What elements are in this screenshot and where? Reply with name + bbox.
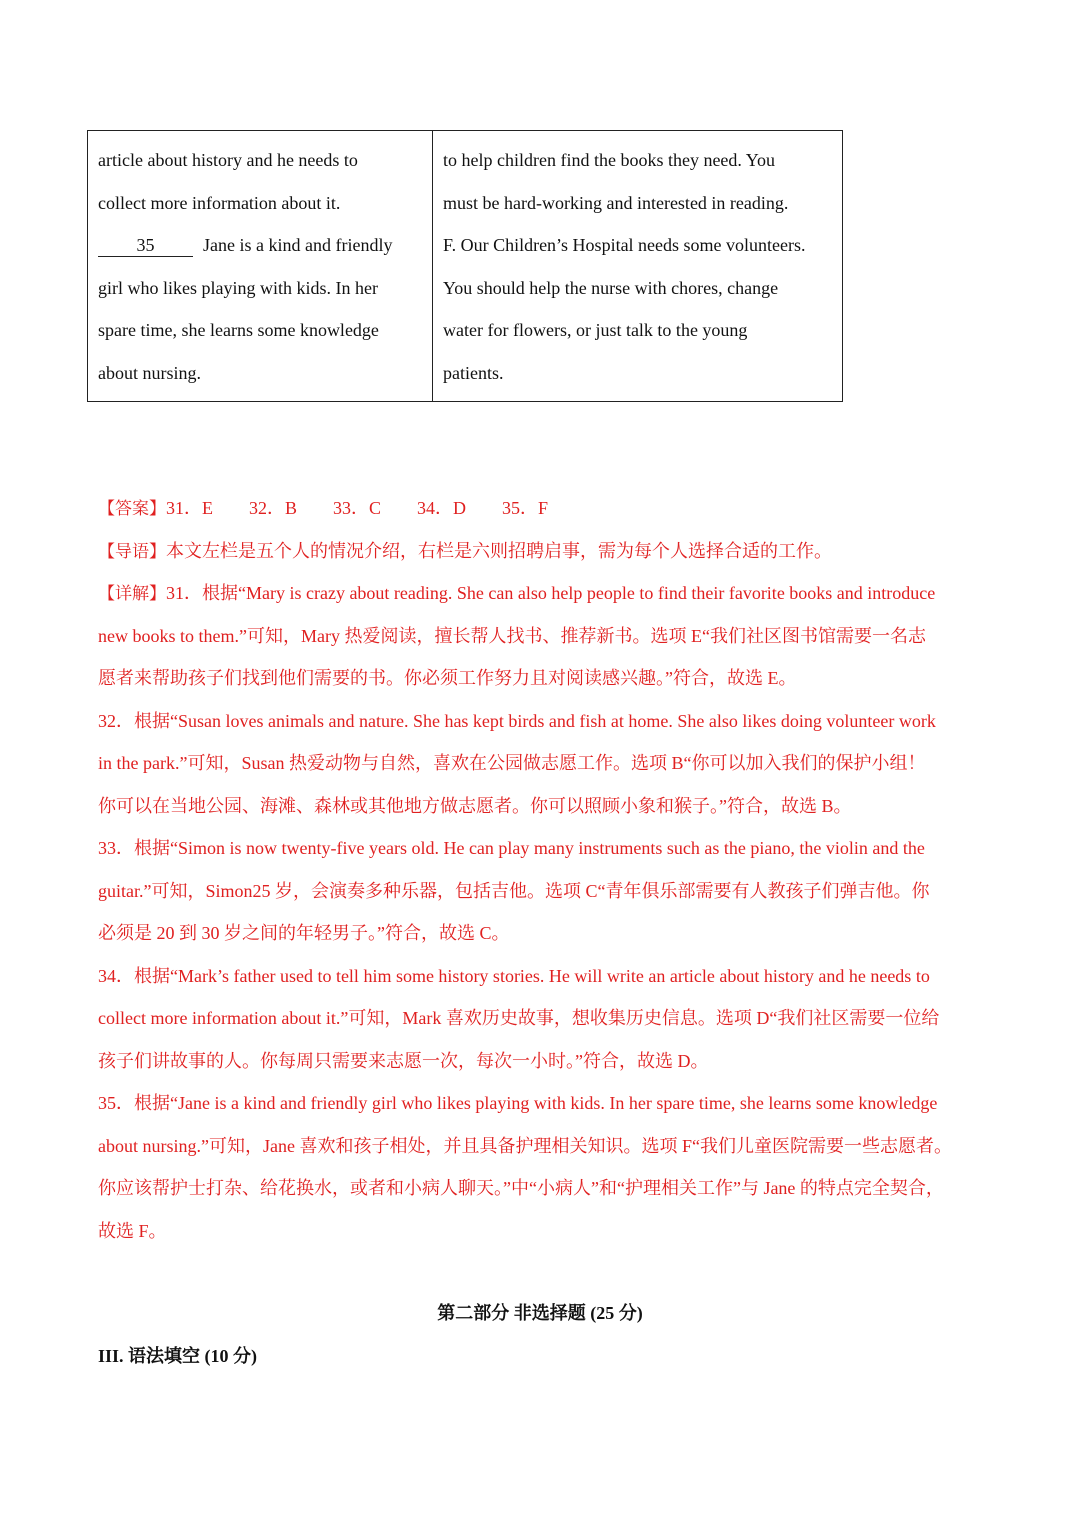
detail-label: 【详解】	[98, 584, 166, 604]
table-right-line: patients.	[443, 362, 504, 383]
blank-following-text: Jane is a kind and friendly	[203, 235, 393, 255]
table-left-line: spare time, she learns some knowledge	[98, 320, 379, 340]
guide-label: 【导语】	[98, 541, 166, 562]
table-left-line: about nursing.	[98, 362, 201, 383]
section-title: 第二部分 非选择题 (25 分)	[437, 1303, 643, 1323]
detail-line: 你可以在当地公园、海滩、森林或其他地方做志愿者。你可以照顾小象和猴子。”符合，故选 B。	[98, 795, 852, 816]
table-right-line: to help children find the books they need. You	[443, 150, 775, 170]
question-table	[87, 130, 843, 402]
answer-item: 32．B	[249, 498, 298, 518]
table-right-column	[433, 131, 842, 401]
detail-line: collect more information about it.”可知，Mark 喜欢历史故事，想收集历史信息。选项 D“我们社区需要一位给	[98, 1008, 940, 1028]
table-right-line: water for flowers, or just talk to the young	[443, 320, 748, 340]
answer-blank-35: 35	[98, 234, 193, 257]
table-left-line: collect more information about it.	[98, 192, 341, 213]
detail-line: about nursing.”可知，Jane 喜欢和孩子相处，并且具备护理相关知识。选项 F“我们儿童医院需要一些志愿者。	[98, 1135, 952, 1156]
table-right-line: F. Our Children’s Hospital needs some volunteers.	[443, 235, 806, 255]
detail-line: in the park.”可知，Susan 热爱动物与自然，喜欢在公园做志愿工作。选项 B“你可以加入我们的保护小组！	[98, 753, 926, 773]
detail-line: 孩子们讲故事的人。你每周只需要来志愿一次，每次一小时。”符合，故选 D。	[98, 1050, 709, 1071]
detail-line	[98, 572, 988, 615]
answer-item: 31．E	[166, 498, 213, 518]
detail-line: 34．根据“Mark’s father used to tell him some history stories. He will write an article about history and he needs to	[98, 965, 930, 986]
detail-line: 愿者来帮助孩子们找到他们需要的书。你必须工作努力且对阅读感兴趣。”符合，故选 E。	[98, 668, 797, 688]
subsection-title: III. 语法填空 (10 分)	[98, 1346, 258, 1366]
answer-section	[98, 487, 988, 1252]
detail-line: 35．根据“Jane is a kind and friendly girl who likes playing with kids. In her spare time, she learns some knowledge	[98, 1093, 938, 1113]
answer-item: 35．F	[502, 498, 549, 518]
detail-line: guitar.”可知，Simon25 岁，会演奏多种乐器，包括吉他。选项 C“青年俱乐部需要有人教孩子们弹吉他。你	[98, 880, 930, 901]
guide-line	[98, 530, 988, 573]
answer-label: 【答案】	[98, 499, 166, 519]
table-left-line: article about history and he needs to	[98, 150, 358, 170]
detail-line: 33．根据“Simon is now twenty-five years old. He can play many instruments such as the piano, the violin and the	[98, 838, 925, 858]
answer-item: 34．D	[417, 498, 467, 518]
table-right-line: must be hard-working and interested in reading.	[443, 192, 789, 213]
table-left-column	[88, 131, 433, 401]
detail-line: 32．根据“Susan loves animals and nature. She has kept birds and fish at home. She also likes doing volunteer work	[98, 710, 936, 731]
answer-key-line	[98, 487, 988, 530]
table-left-line: girl who likes playing with kids. In her	[98, 277, 378, 298]
detail-line: 故选 F。	[98, 1220, 167, 1241]
answer-item: 33．C	[333, 498, 382, 518]
guide-text: 本文左栏是五个人的情况介绍，右栏是六则招聘启事，需为每个人选择合适的工作。	[166, 540, 832, 561]
detail-line: 必须是 20 到 30 岁之间的年轻男子。”符合，故选 C。	[98, 923, 510, 943]
detail-line: new books to them.”可知，Mary 热爱阅读，擅长帮人找书、推荐新书。选项 E“我们社区图书馆需要一名志	[98, 625, 926, 646]
detail-text: 31．根据“Mary is crazy about reading. She can also help people to find their favorite books and introduce	[166, 583, 936, 603]
table-right-line: You should help the nurse with chores, change	[443, 277, 779, 298]
detail-line: 你应该帮护士打杂、给花换水，或者和小病人聊天。”中“小病人”和“护理相关工作”与 Jane 的特点完全契合，	[98, 1178, 944, 1198]
table-left-line-blank	[98, 224, 426, 267]
